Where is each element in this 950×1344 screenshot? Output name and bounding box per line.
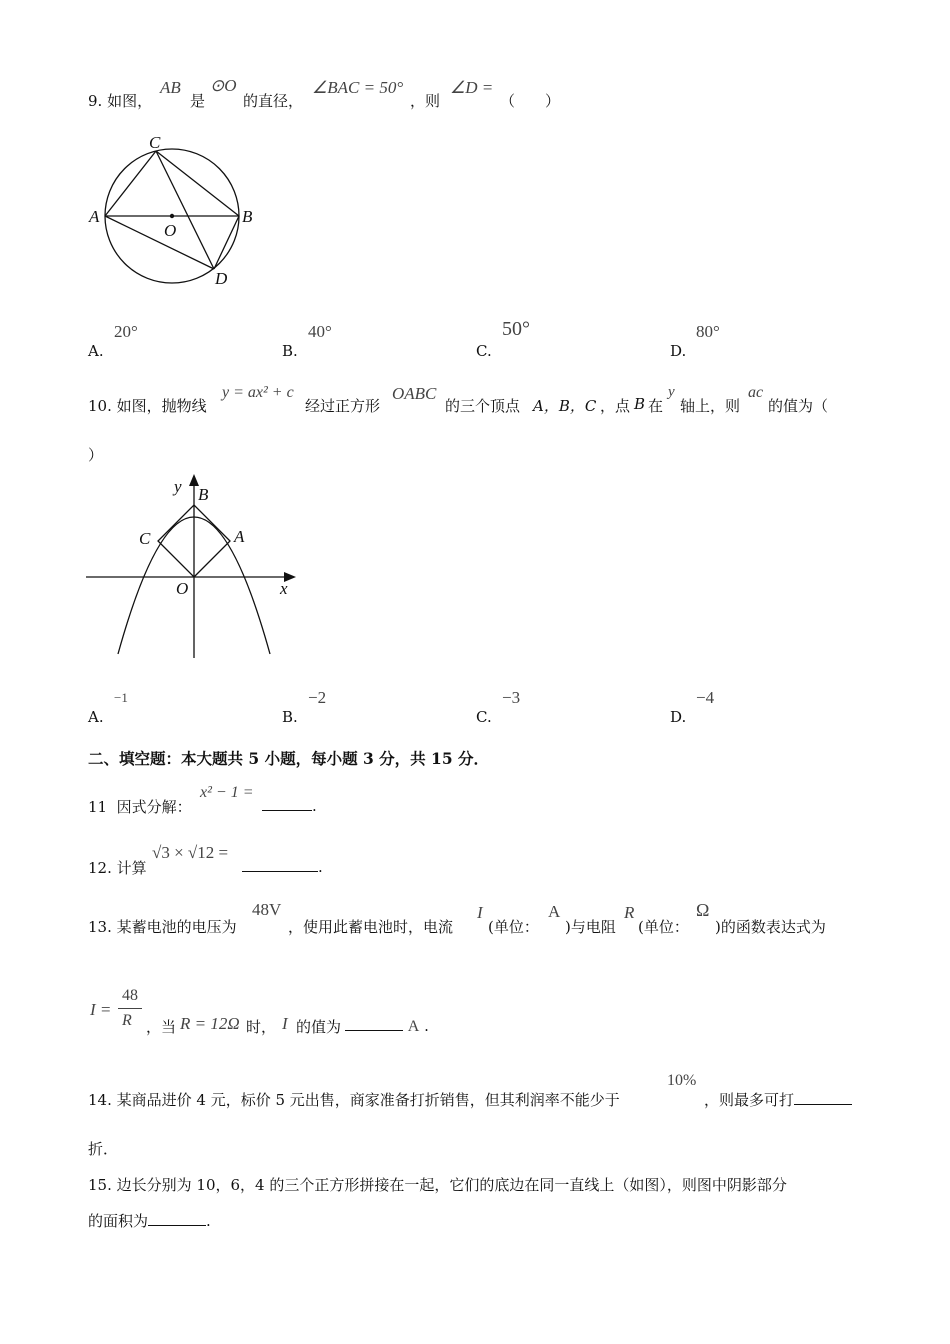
q14-text: ，则最多可打: [704, 1091, 795, 1109]
q12-blank[interactable]: [242, 857, 318, 872]
q11-expression: x² − 1 =: [200, 784, 254, 801]
option-value: 20°: [114, 322, 138, 341]
q13-text: (单位：: [638, 918, 689, 936]
q13-text: 时，: [246, 1018, 277, 1036]
q13-text: )与电阻: [565, 918, 616, 936]
q10-stem: [88, 395, 207, 416]
q9-text: 是: [190, 92, 206, 110]
q13-answer-line[interactable]: [345, 1016, 429, 1036]
option-label: C.: [476, 708, 492, 726]
q13-condition: R = 12Ω: [180, 1014, 240, 1033]
q9-text: 的直径，: [243, 92, 304, 110]
q14-text: 某商品进价 4 元，标价 5 元出售，商家准备打折销售，但其利润率不能少于: [116, 1091, 620, 1109]
q9-stem: [88, 90, 152, 111]
q13-text: )的函数表达式为: [715, 918, 826, 936]
q13-current-symbol: I: [282, 1014, 288, 1033]
option-label: D.: [670, 708, 687, 726]
option-value: −3: [502, 688, 521, 707]
q13-unit-ohm: Ω: [696, 900, 710, 920]
q9-ab: AB: [160, 78, 181, 97]
q11-text: 因式分解：: [116, 798, 192, 816]
q14-stem: [88, 1089, 620, 1110]
q14-percent: 10%: [667, 1072, 697, 1089]
q13-text: 某蓄电池的电压为: [116, 918, 237, 936]
q13-fraction-bar: [118, 1008, 142, 1009]
q10-text: 的值为（: [768, 397, 829, 415]
q10-y: y: [668, 384, 675, 400]
q14-number: 14.: [88, 1091, 112, 1109]
q13-text: (单位：: [488, 918, 539, 936]
q11-answer-line[interactable]: [262, 796, 317, 815]
q10-text: ，点: [600, 397, 631, 415]
q13-text: ，当: [146, 1018, 177, 1036]
option-label: B.: [282, 708, 298, 726]
q13-end: .: [424, 1017, 429, 1035]
q10-text: 如图，抛物线: [116, 397, 207, 415]
q15-text: 边长分别为 10，6，4 的三个正方形拼接在一起，它们的底边在同一直线上（如图），则图中阴影部分: [116, 1176, 787, 1194]
q13-blank[interactable]: [345, 1016, 403, 1031]
q12-answer-line[interactable]: [242, 857, 323, 876]
q13-formula-numerator: 48: [122, 987, 138, 1004]
q9-label-c: C: [149, 133, 161, 152]
q14-answer-line[interactable]: [704, 1089, 852, 1110]
q14-text-end: 折．: [88, 1140, 119, 1158]
q15-number: 15.: [88, 1176, 112, 1194]
q11-stem: [88, 796, 192, 817]
q9-segment-ac: [105, 151, 156, 216]
option-label: A.: [88, 342, 104, 360]
q10-text: 的三个顶点: [445, 397, 521, 415]
option-label: B.: [282, 342, 298, 360]
q10-label-c: C: [139, 529, 151, 548]
q9-segment-ad: [105, 216, 214, 269]
q13-answer-unit: A: [407, 1018, 420, 1035]
q10-label-y: y: [174, 477, 182, 496]
q9-angle-d: ∠D =: [450, 78, 494, 97]
q15-end: .: [206, 1212, 211, 1230]
q11-blank[interactable]: [262, 796, 312, 811]
q15-blank[interactable]: [148, 1211, 206, 1226]
q10-label-x: x: [280, 579, 288, 598]
q12-text: 计算: [116, 859, 147, 877]
q13-stem: [88, 916, 237, 937]
option-value: 80°: [696, 322, 720, 341]
q12-number: 12.: [88, 859, 112, 877]
q10-number: 10.: [88, 397, 112, 415]
q10-oabc: OABC: [392, 384, 437, 403]
q9-number: 9.: [88, 92, 103, 110]
q12-stem: [88, 857, 147, 878]
q10-text: 轴上，则: [680, 397, 741, 415]
q13-current-symbol: I: [477, 903, 483, 922]
q13-formula-denominator: R: [122, 1012, 132, 1029]
q13-resistance-symbol: R: [624, 903, 635, 922]
option-value: −1: [114, 690, 128, 705]
q10-point-b: B: [634, 395, 646, 413]
q10-text: 在: [648, 397, 664, 415]
option-value: 40°: [308, 322, 332, 341]
option-label: C.: [476, 342, 492, 360]
q9-circle-o: ⊙O: [210, 76, 237, 95]
option-value: −4: [696, 688, 715, 707]
q15-stem: [88, 1174, 787, 1195]
q13-number: 13.: [88, 918, 112, 936]
q9-paren: （ ）: [500, 92, 561, 110]
q9-text: ，则: [410, 92, 441, 110]
option-value: 50°: [502, 318, 530, 340]
option-value: −2: [308, 688, 327, 707]
q9-label-a: A: [89, 207, 100, 226]
q10-label-b: B: [198, 485, 209, 504]
q11-number: 11: [88, 798, 108, 816]
q12-end: .: [318, 858, 323, 876]
q9-text: 如图，: [107, 92, 153, 110]
q9-segment-cb: [156, 151, 239, 216]
q9-label-o: O: [164, 221, 177, 240]
q13-unit-a: A: [548, 902, 561, 921]
q10-points: A，B，C: [533, 397, 597, 415]
q13-text: ，使用此蓄电池时，电流: [288, 918, 454, 936]
q9-circle-figure: [86, 130, 266, 290]
q9-angle-bac: ∠BAC = 50°: [312, 78, 404, 97]
q10-close-paren: ）: [88, 446, 104, 464]
q9-segment-cd: [156, 151, 214, 269]
q10-text: 经过正方形: [305, 397, 381, 415]
q13-text: 的值为: [296, 1018, 342, 1036]
option-label: D.: [670, 342, 687, 360]
q9-label-d: D: [215, 269, 228, 288]
q9-label-b: B: [242, 207, 253, 226]
q10-parabola-figure: [84, 470, 304, 660]
q10-ac: ac: [748, 384, 764, 401]
q12-expression: √3 × √12 =: [152, 843, 229, 862]
q15-answer-line[interactable]: [88, 1210, 211, 1231]
q15-text: 的面积为: [88, 1212, 149, 1230]
option-label: A.: [88, 708, 104, 726]
section-2-title: 二、填空题：本大题共 5 小题，每小题 3 分，共 15 分．: [88, 749, 490, 768]
q9-segment-bd: [214, 216, 239, 269]
q11-end: .: [312, 797, 317, 815]
q13-voltage: 48V: [252, 900, 282, 919]
q10-equation: y = ax² + c: [222, 384, 294, 401]
q9-center-dot: [170, 214, 174, 218]
q10-label-a: A: [234, 527, 245, 546]
q13-formula-lhs: I =: [90, 1000, 112, 1019]
q14-blank[interactable]: [794, 1090, 852, 1105]
q10-label-o: O: [176, 579, 189, 598]
